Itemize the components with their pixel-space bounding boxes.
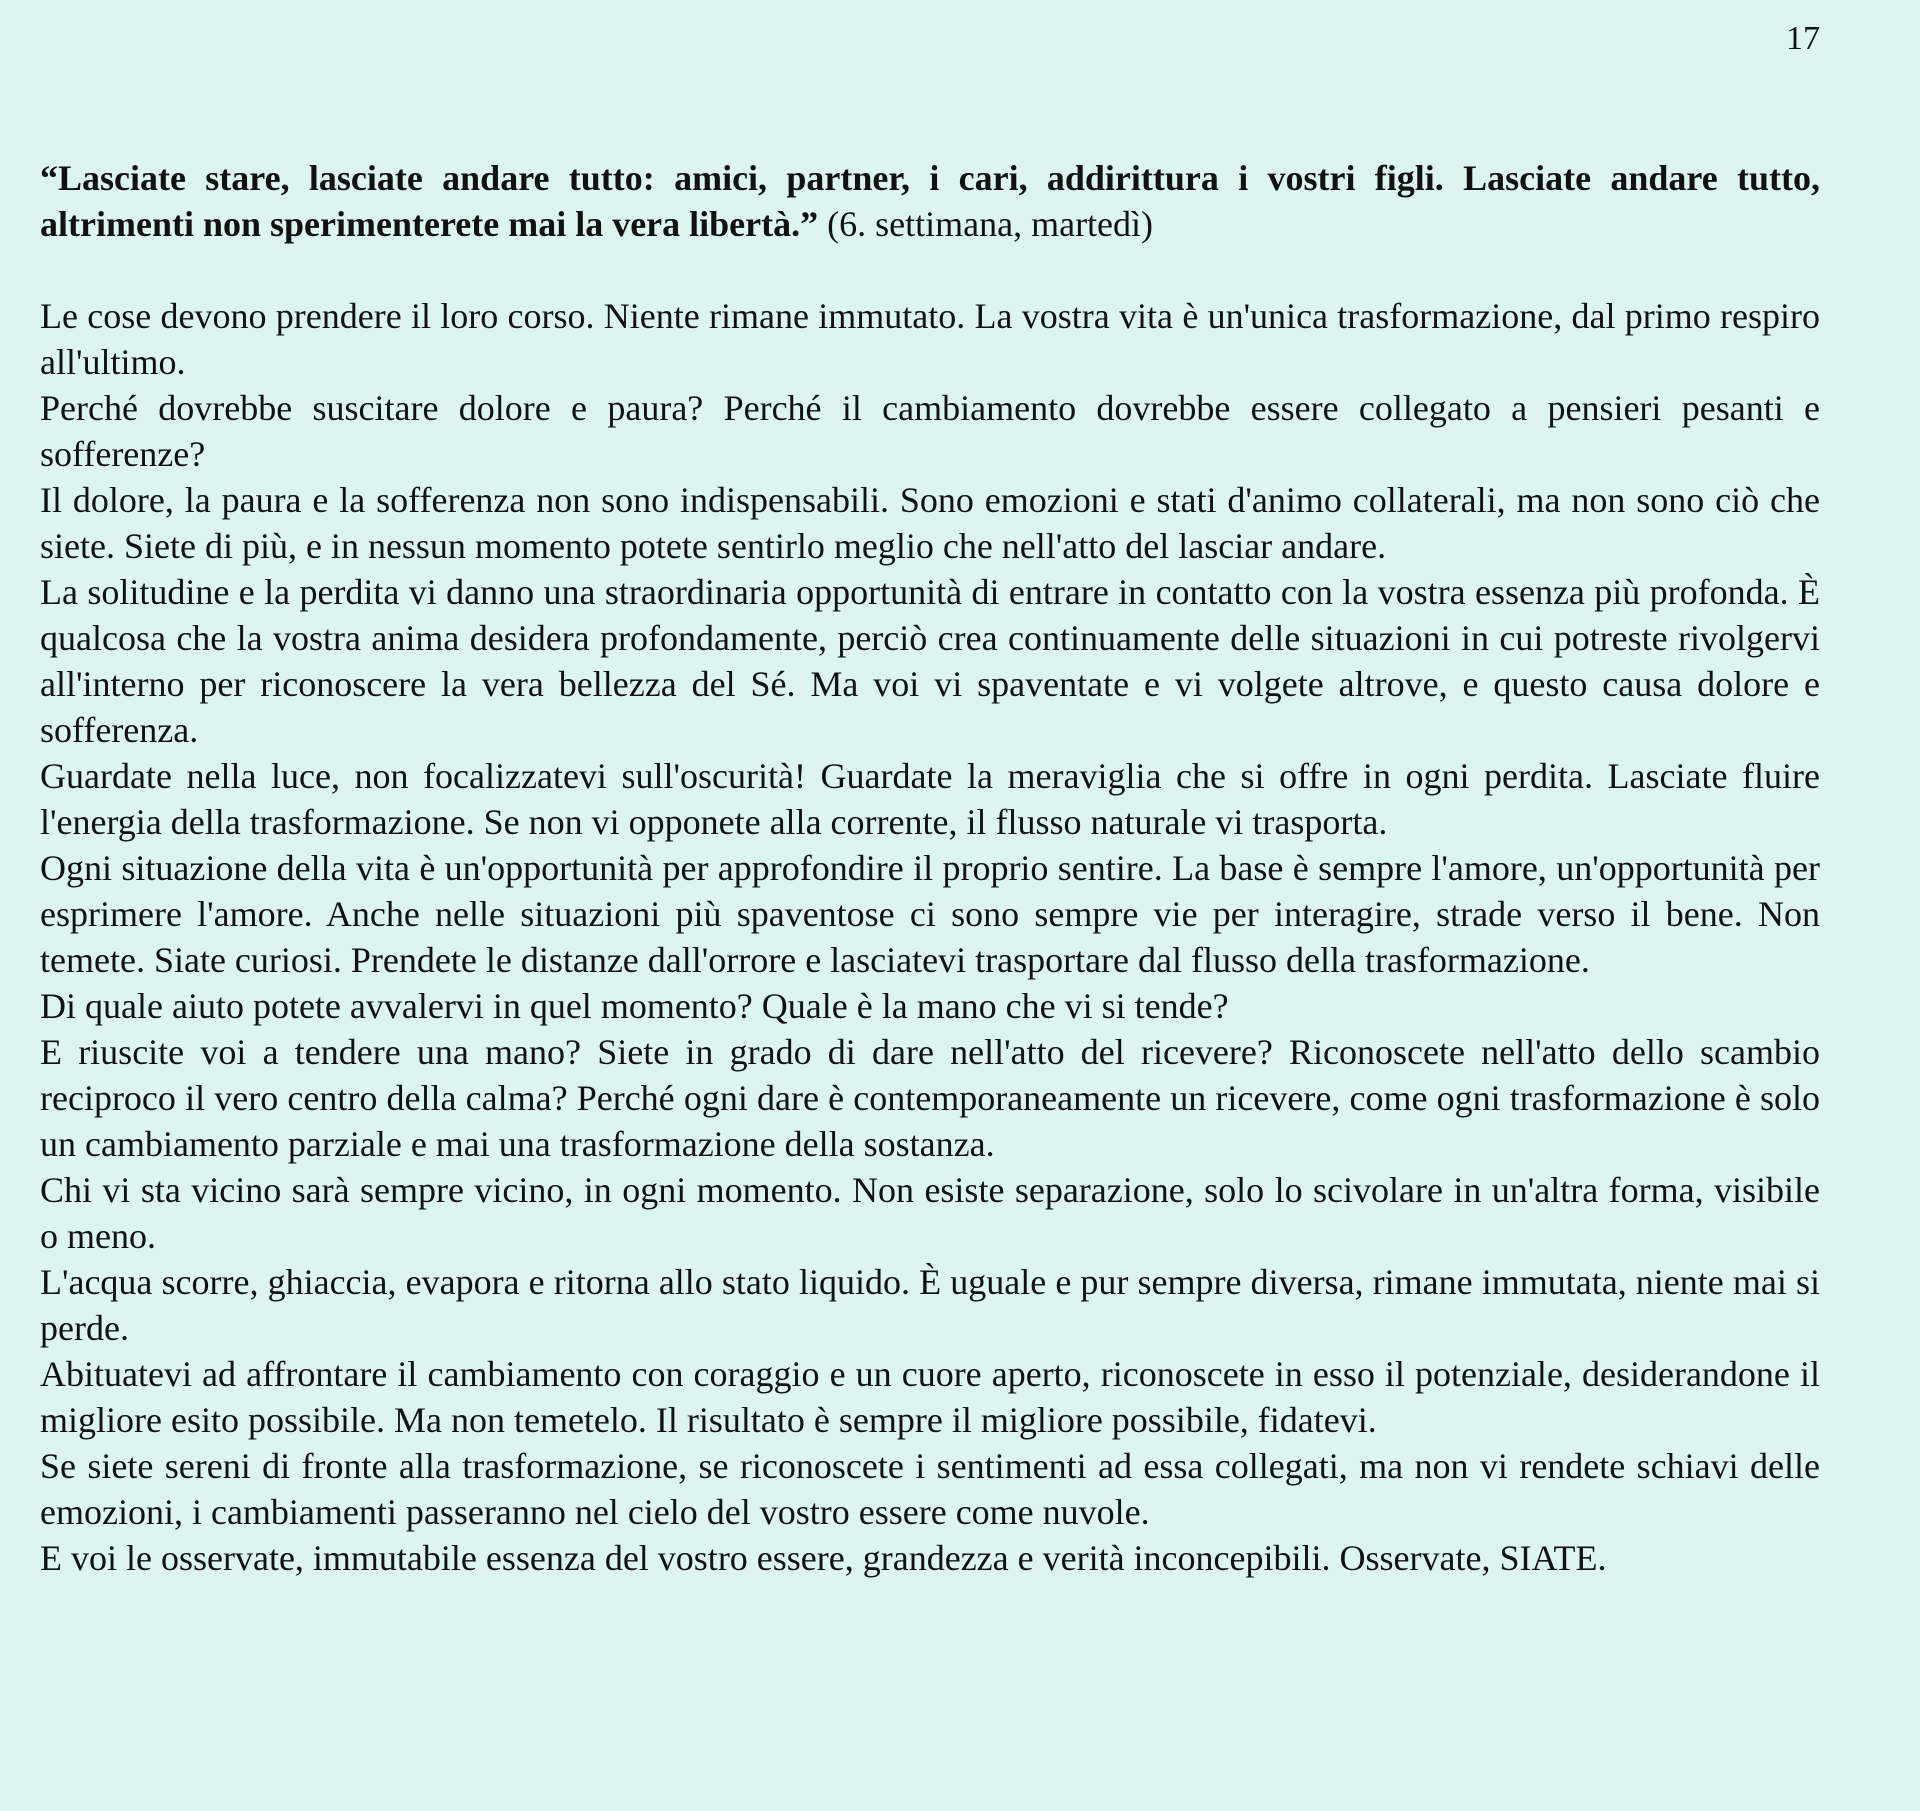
paragraph: Ogni situazione della vita è un'opportunità per approfondire il proprio sentire. La base è sempre l'amore, un'opportunità per esprimere l'amore. Anche nelle situazioni più spaventose ci sono sempre vie per interagire, strade verso il bene. Non temete. Siate curiosi. Prendete le distanze dall'orrore e lasciatevi trasportare dal flusso della trasformazione. [40, 848, 1820, 980]
paragraph: Le cose devono prendere il loro corso. Niente rimane immutato. La vostra vita è un'unica trasformazione, dal primo respiro all'ultimo. [40, 296, 1820, 382]
paragraph: Guardate nella luce, non focalizzatevi sull'oscurità! Guardate la meraviglia che si offre in ogni perdita. Lasciate fluire l'energia della trasformazione. Se non vi opponete alla corrente, il flusso naturale vi trasporta. [40, 756, 1820, 842]
paragraph: Di quale aiuto potete avvalervi in quel momento? Quale è la mano che vi si tende? [40, 986, 1229, 1026]
paragraph: Abituatevi ad affrontare il cambiamento con coraggio e un cuore aperto, riconoscete in esso il potenziale, desiderandone il migliore esito possibile. Ma non temetelo. Il risultato è sempre il migliore possibile, fidatevi. [40, 1354, 1820, 1440]
paragraph: Chi vi sta vicino sarà sempre vicino, in ogni momento. Non esiste separazione, solo lo scivolare in un'altra forma, visibile o meno. [40, 1170, 1820, 1256]
paragraph: Se siete sereni di fronte alla trasformazione, se riconoscete i sentimenti ad essa collegati, ma non vi rendete schiavi delle emozioni, i cambiamenti passeranno nel cielo del vostro essere come nuvole. [40, 1446, 1820, 1532]
quote-text: “Lasciate stare, lasciate andare tutto: amici, partner, i cari, addirittura i vostri figli. Lasciate andare tutto, altrimenti non sperimenterete mai la vera libertà.” [40, 158, 1820, 244]
quote-block [40, 155, 1820, 247]
quote-source: (6. settimana, martedì) [827, 204, 1154, 244]
paragraph: La solitudine e la perdita vi danno una straordinaria opportunità di entrare in contatto con la vostra essenza più profonda. È qualcosa che la vostra anima desidera profondamente, perciò crea continuamente delle situazioni in cui potreste rivolgervi all'interno per riconoscere la vera bellezza del Sé. Ma voi vi spaventate e vi volgete altrove, e questo causa dolore e sofferenza. [40, 572, 1820, 750]
paragraph: Il dolore, la paura e la sofferenza non sono indispensabili. Sono emozioni e stati d'animo collaterali, ma non sono ciò che siete. Siete di più, e in nessun momento potete sentirlo meglio che nell'atto del lasciar andare. [40, 480, 1820, 566]
paragraph: L'acqua scorre, ghiaccia, evapora e ritorna allo stato liquido. È uguale e pur sempre diversa, rimane immutata, niente mai si perde. [40, 1262, 1820, 1348]
paragraph: E voi le osservate, immutabile essenza del vostro essere, grandezza e verità inconcepibili. Osservate, SIATE. [40, 1538, 1607, 1578]
page-number: 17 [1786, 20, 1820, 57]
document-body [40, 155, 1820, 1581]
paragraph: E riuscite voi a tendere una mano? Siete in grado di dare nell'atto del ricevere? Riconoscete nell'atto dello scambio reciproco il vero centro della calma? Perché ogni dare è contemporaneamente un ricevere, come ogni trasformazione è solo un cambiamento parziale e mai una trasformazione della sostanza. [40, 1032, 1820, 1164]
paragraph: Perché dovrebbe suscitare dolore e paura? Perché il cambiamento dovrebbe essere collegato a pensieri pesanti e sofferenze? [40, 388, 1820, 474]
